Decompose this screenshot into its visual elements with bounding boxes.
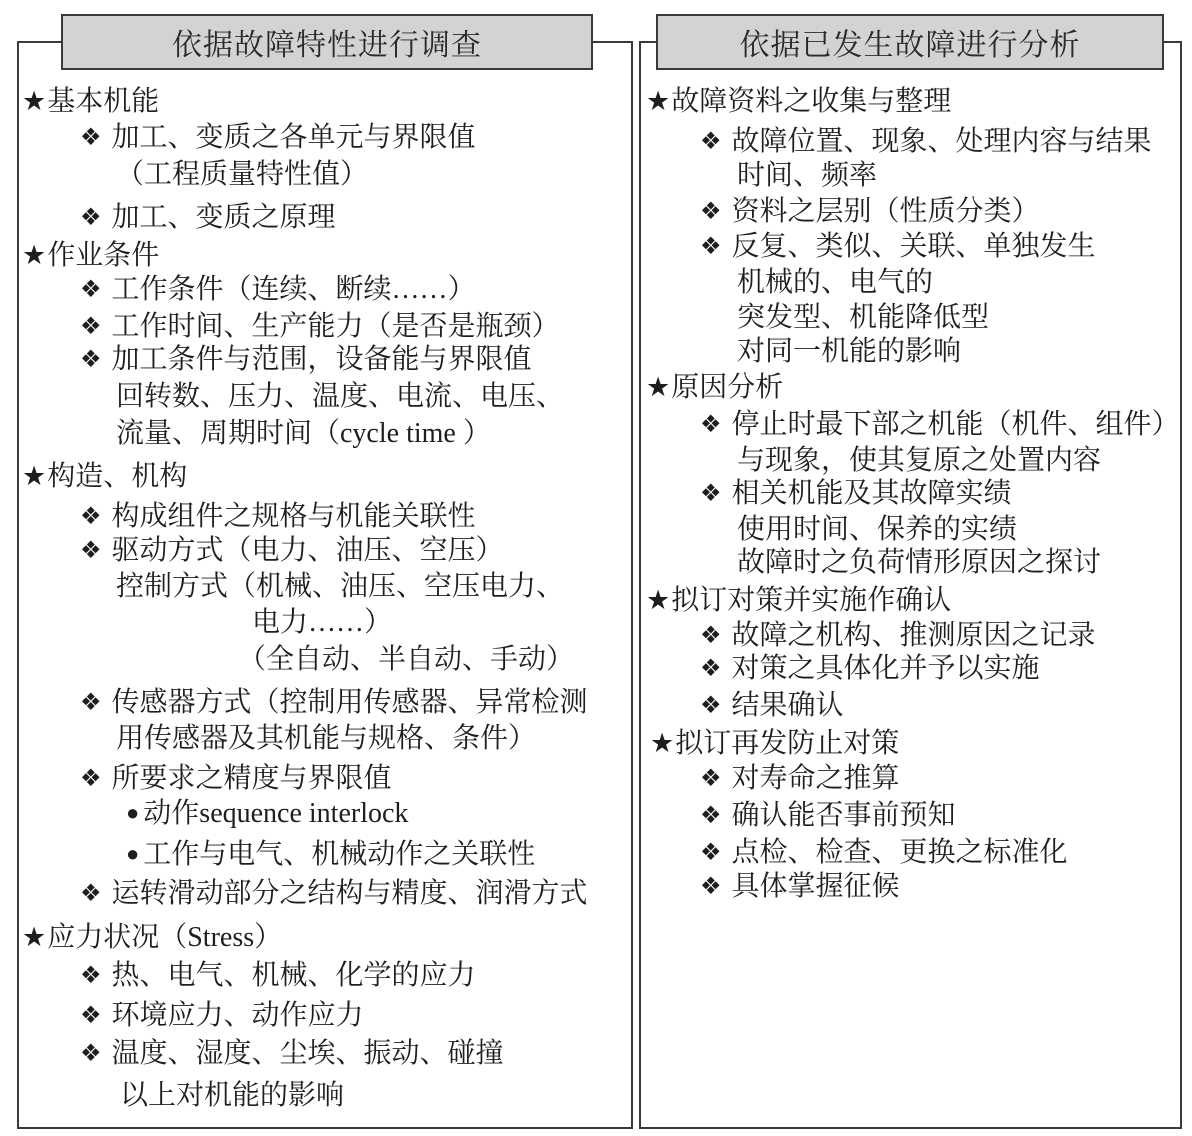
- diamond-bullet-icon: ❖: [80, 205, 102, 231]
- diamond-bullet-icon: ❖: [700, 840, 722, 866]
- list-item-text: 工作时间、生产能力（是否是瓶颈）: [111, 311, 560, 342]
- list-item-continuation: 以上对机能的影响: [120, 1080, 345, 1111]
- list-item-continuation: 回转数、压力、温度、电流、电压、: [116, 381, 565, 412]
- diamond-bullet-icon: ❖: [80, 277, 102, 303]
- section-heading-text: 拟订再发防止对策: [675, 728, 900, 759]
- list-item-continuation: 故障时之负荷情形原因之探讨: [737, 547, 1102, 578]
- list-item-continuation: 用传感器及其机能与规格、条件）: [116, 723, 537, 754]
- list-item-continuation: 控制方式（机械、油压、空压电力、: [116, 571, 565, 602]
- list-item: [80, 273, 476, 308]
- list-item-text: 温度、湿度、尘埃、振动、碰撞: [111, 1038, 504, 1069]
- star-icon: ★: [22, 86, 47, 116]
- list-item-text: 对寿命之推算: [731, 763, 900, 794]
- diamond-bullet-icon: ❖: [700, 412, 722, 438]
- list-item-text: 资料之层别（性质分类）: [731, 196, 1040, 227]
- dot-bullet-icon: ●: [126, 800, 140, 825]
- diamond-bullet-icon: ❖: [80, 314, 102, 340]
- left-panel-title-text: 依据故障特性进行调查: [172, 29, 482, 62]
- list-item-continuation: 机械的、电气的: [737, 267, 934, 298]
- section-heading-text: 原因分析: [671, 372, 784, 403]
- left-panel-title: [61, 14, 593, 70]
- sub-bullet-item: [126, 797, 408, 832]
- list-item-text: 点检、检查、更换之标准化: [731, 837, 1068, 868]
- list-item: [80, 999, 364, 1034]
- star-icon: ★: [22, 461, 47, 491]
- star-icon: ★: [650, 728, 675, 758]
- list-item: [700, 689, 844, 724]
- diamond-bullet-icon: ❖: [700, 693, 722, 719]
- diamond-bullet-icon: ❖: [700, 766, 722, 792]
- list-item: [700, 799, 956, 834]
- list-item-text: 对策之具体化并予以实施: [731, 653, 1040, 684]
- list-item: [700, 125, 1152, 160]
- list-item-text: 构成组件之规格与机能关联性: [111, 501, 476, 532]
- list-item: [80, 762, 392, 797]
- list-item-continuation: 电力……）: [252, 607, 393, 638]
- diamond-bullet-icon: ❖: [80, 538, 102, 564]
- list-item: [80, 121, 476, 156]
- right-panel-title: [656, 14, 1164, 70]
- star-icon: ★: [22, 922, 47, 952]
- diamond-bullet-icon: ❖: [700, 874, 722, 900]
- list-item-text: 结果确认: [731, 690, 844, 721]
- section-heading: [22, 84, 159, 119]
- sub-bullet-text: 工作与电气、机械动作之关联性: [143, 839, 536, 870]
- list-item-text: 传感器方式（控制用传感器、异常检测: [111, 687, 588, 718]
- section-heading: [650, 726, 899, 761]
- section-heading-text: 拟订对策并实施作确认: [671, 585, 952, 616]
- diamond-bullet-icon: ❖: [80, 963, 102, 989]
- list-item-text: 加工、变质之各单元与界限值: [111, 122, 476, 153]
- sub-bullet-item: [126, 838, 535, 873]
- diamond-bullet-icon: ❖: [80, 504, 102, 530]
- list-item: [700, 836, 1068, 871]
- list-item: [80, 686, 588, 721]
- list-item: [700, 195, 1040, 230]
- list-item-text: 确认能否事前预知: [731, 800, 956, 831]
- right-panel-title-text: 依据已发生故障进行分析: [739, 29, 1081, 62]
- section-heading: [646, 370, 783, 405]
- list-item-text: 环境应力、动作应力: [111, 1000, 364, 1031]
- section-heading-text: 应力状况（Stress）: [47, 922, 283, 953]
- list-item: [80, 1037, 504, 1072]
- list-item: [80, 201, 336, 236]
- diamond-bullet-icon: ❖: [700, 481, 722, 507]
- diamond-bullet-icon: ❖: [80, 881, 102, 907]
- diamond-bullet-icon: ❖: [80, 1041, 102, 1067]
- sub-bullet-text: 动作sequence interlock: [143, 798, 409, 829]
- list-item-continuation: 对同一机能的影响: [737, 336, 962, 367]
- diamond-bullet-icon: ❖: [80, 125, 102, 151]
- list-item-text: 热、电气、机械、化学的应力: [111, 960, 476, 991]
- list-item-text: 相关机能及其故障实绩: [731, 478, 1012, 509]
- list-item-text: 加工、变质之原理: [111, 202, 336, 233]
- diamond-bullet-icon: ❖: [700, 803, 722, 829]
- list-item: [700, 619, 1096, 654]
- diamond-bullet-icon: ❖: [700, 199, 722, 225]
- list-item-text: 停止时最下部之机能（机件、组件）: [731, 409, 1180, 440]
- diamond-bullet-icon: ❖: [700, 234, 722, 260]
- list-item-text: 工作条件（连续、断续……）: [111, 274, 476, 305]
- list-item-text: 所要求之精度与界限值: [111, 763, 392, 794]
- list-item: [700, 408, 1180, 443]
- diamond-bullet-icon: ❖: [700, 656, 722, 682]
- section-heading-text: 构造、机构: [47, 461, 188, 492]
- list-item: [700, 870, 900, 905]
- diamond-bullet-icon: ❖: [700, 623, 722, 649]
- list-item-continuation: 突发型、机能降低型: [737, 302, 990, 333]
- list-item: [80, 959, 476, 994]
- star-icon: ★: [646, 372, 671, 402]
- list-item-continuation: （工程质量特性值）: [116, 159, 369, 190]
- list-item: [700, 230, 1096, 265]
- section-heading-text: 作业条件: [47, 240, 160, 271]
- list-item-text: 故障之机构、推测原因之记录: [731, 620, 1096, 651]
- diamond-bullet-icon: ❖: [80, 1003, 102, 1029]
- list-item-continuation: 与现象，使其复原之处置内容: [737, 445, 1102, 476]
- section-heading: [22, 459, 187, 494]
- list-item-continuation: 使用时间、保养的实绩: [737, 514, 1018, 545]
- star-icon: ★: [646, 86, 671, 116]
- list-item: [700, 652, 1040, 687]
- list-item-continuation: 时间、频率: [737, 160, 878, 191]
- list-item-text: 加工条件与范围，设备能与界限值: [111, 344, 532, 375]
- list-item-continuation: 流量、周期时间（cycle time ）: [116, 418, 491, 449]
- list-item-text: 驱动方式（电力、油压、空压）: [111, 535, 504, 566]
- section-heading-text: 故障资料之收集与整理: [671, 86, 952, 117]
- section-heading-text: 基本机能: [47, 86, 160, 117]
- dot-bullet-icon: ●: [126, 841, 140, 866]
- diamond-bullet-icon: ❖: [80, 347, 102, 373]
- list-item: [80, 500, 476, 535]
- list-item: [700, 762, 900, 797]
- star-icon: ★: [646, 585, 671, 615]
- diamond-bullet-icon: ❖: [700, 129, 722, 155]
- diamond-bullet-icon: ❖: [80, 690, 102, 716]
- list-item-text: 反复、类似、关联、单独发生: [731, 231, 1096, 262]
- list-item: [80, 877, 588, 912]
- section-heading: [646, 84, 951, 119]
- section-heading: [22, 238, 159, 273]
- list-item: [80, 534, 504, 569]
- list-item-text: 故障位置、现象、处理内容与结果: [731, 126, 1152, 157]
- list-item-continuation: （全自动、半自动、手动）: [238, 644, 575, 675]
- list-item: [700, 477, 1012, 512]
- section-heading: [22, 920, 282, 955]
- list-item-text: 运转滑动部分之结构与精度、润滑方式: [111, 878, 588, 909]
- list-item: [80, 343, 532, 378]
- diamond-bullet-icon: ❖: [80, 766, 102, 792]
- list-item: [80, 310, 560, 345]
- section-heading: [646, 583, 951, 618]
- list-item-text: 具体掌握征候: [731, 871, 900, 902]
- star-icon: ★: [22, 240, 47, 270]
